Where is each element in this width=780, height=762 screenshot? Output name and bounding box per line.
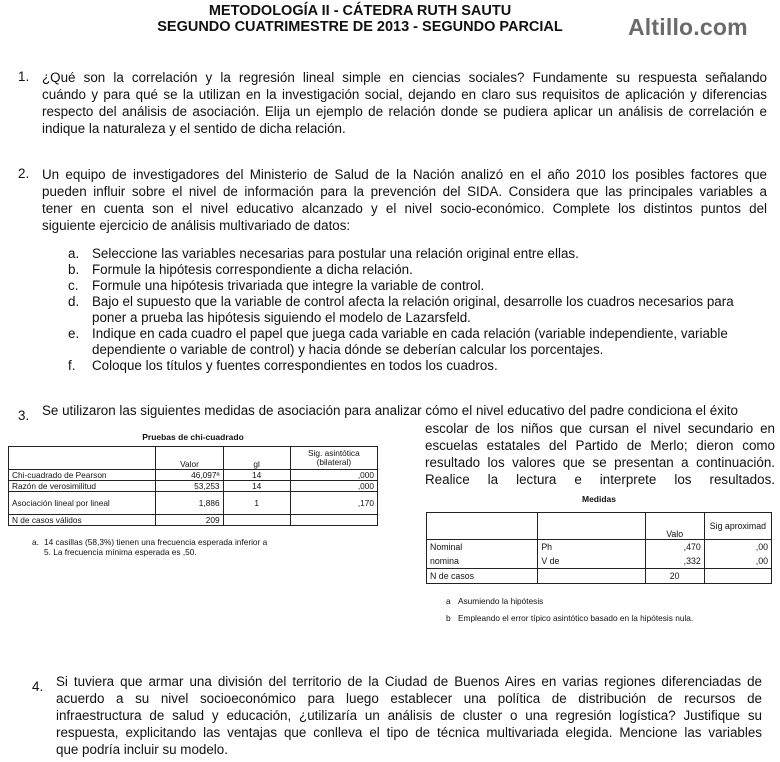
question-1-line: cuándo y para qué se la utilizan en la investigación social, dejando en claro sus requisitos de aplicación y diferencias bbox=[42, 87, 767, 102]
question-4-line: que podría incluir su modelo. bbox=[56, 742, 228, 757]
medidas-footnote-b: Empleando el error típico asintótico basado en la hipótesis nula. bbox=[458, 613, 694, 623]
question-3-number: 3. bbox=[18, 408, 30, 423]
table-cell bbox=[538, 569, 645, 584]
table-header-cell bbox=[538, 513, 645, 540]
document-title: METODOLOGÍA II - CÁTEDRA RUTH SAUTU bbox=[208, 3, 512, 19]
table-cell bbox=[290, 515, 377, 526]
table-row bbox=[427, 554, 772, 569]
question-3-right-text bbox=[425, 420, 775, 488]
item-d-line: poner a prueba las hipótesis siguiendo el modelo de Lazarsfeld. bbox=[92, 310, 471, 325]
item-b-text: Formule la hipótesis correspondiente a dicha relación. bbox=[92, 262, 413, 277]
table-header-cell: Valor bbox=[156, 447, 223, 470]
table-cell: 209 bbox=[156, 515, 223, 526]
question-3-line: escuelas estatales del Partido de Merlo; dieron como bbox=[425, 438, 775, 453]
table-cell: V de bbox=[538, 554, 645, 569]
item-c-text: Formule una hipótesis trivariada que integre la variable de control. bbox=[92, 278, 485, 293]
table-row bbox=[9, 515, 378, 526]
table-cell: 46,097ª bbox=[156, 470, 223, 481]
table-cell bbox=[704, 569, 771, 584]
item-d-line: Bajo el supuesto que la variable de control afecta la relación original, desarrolle los cuadros necesarios para bbox=[92, 294, 734, 309]
question-4-line: respuesta, explicitando las ventajas que conlleva el tipo de técnica multivariada elegida. Mencione las variables bbox=[56, 725, 762, 740]
table-cell: ,000 bbox=[290, 481, 377, 492]
question-1-line: indique la naturaleza y el sentido de dicha relación. bbox=[42, 121, 346, 136]
question-1-line: ¿Qué son la correlación y la regresión lineal simple en ciencias sociales? Fundamente su respuesta señalando bbox=[42, 70, 767, 85]
table-cell: Razón de verosimilitud bbox=[9, 481, 156, 492]
table-cell: Chi-cuadrado de Pearson bbox=[9, 470, 156, 481]
question-1-text bbox=[42, 69, 767, 137]
table-cell: ,000 bbox=[290, 470, 377, 481]
item-a-label: a. bbox=[68, 246, 80, 261]
question-1-number: 1. bbox=[18, 69, 30, 84]
question-2-line: tener en cuenta son el nivel educativo alcanzado y el nivel socio-económico. Complete los distintos puntos del bbox=[42, 201, 767, 216]
item-e-label: e. bbox=[68, 326, 80, 341]
item-b-label: b. bbox=[68, 262, 80, 277]
question-3-line: Realice la lectura e interprete los resultados. bbox=[425, 472, 775, 487]
item-f-text: Coloque los títulos y fuentes correspondientes en todos los cuadros. bbox=[92, 358, 498, 373]
table-cell: N de casos válidos bbox=[9, 515, 156, 526]
table-header-cell: Sig aproximad bbox=[704, 513, 771, 540]
question-1-line: respecto del análisis de asociación. Elija un ejemplo de relación donde se pudiera aplicar un análisis de correlación e bbox=[42, 104, 767, 119]
item-f-label: f. bbox=[68, 358, 76, 373]
altillo-logo: Altillo.com bbox=[628, 14, 748, 40]
chi-footnote-line: 5. La frecuencia mínima esperada es ,50. bbox=[44, 547, 197, 557]
question-2-line: siguiente ejercicio de análisis multivariado de datos: bbox=[42, 218, 351, 233]
table-cell: N de casos bbox=[427, 569, 538, 584]
chi-footnote-line: 14 casillas (58,3%) tienen una frecuencia esperada inferior a bbox=[44, 537, 268, 547]
table-cell: nomina bbox=[427, 554, 538, 569]
question-4-text bbox=[56, 673, 762, 758]
table-cell: Nominal bbox=[427, 540, 538, 555]
table-row bbox=[9, 470, 378, 481]
table-cell: 1 bbox=[223, 492, 290, 515]
medidas-table-title: Medidas bbox=[581, 494, 616, 504]
question-2-text bbox=[42, 166, 767, 234]
table-cell: ,332 bbox=[645, 554, 704, 569]
chi-square-table bbox=[8, 446, 378, 526]
question-3-line: escolar de los niños que cursan el nivel secundario en bbox=[425, 421, 775, 436]
item-d-text bbox=[92, 294, 772, 326]
table-row bbox=[427, 540, 772, 555]
table-header-cell: Sig. asintótica (bilateral) bbox=[290, 447, 377, 470]
item-a-text: Seleccione las variables necesarias para postular una relación original entre ellas. bbox=[92, 246, 579, 261]
table-cell: Ph bbox=[538, 540, 645, 555]
chi-table-title: Pruebas de chi-cuadrado bbox=[142, 432, 244, 442]
table-cell: Asociación lineal por lineal bbox=[9, 492, 156, 515]
medidas-footnote-a-mark: a bbox=[446, 596, 451, 606]
table-cell: ,470 bbox=[645, 540, 704, 555]
table-header-row bbox=[9, 447, 378, 470]
table-header-cell: gl bbox=[223, 447, 290, 470]
table-cell: ,00 bbox=[704, 554, 771, 569]
item-e-line: Indique en cada cuadro el papel que juega cada variable en cada relación (variable independiente, variable bbox=[92, 326, 728, 341]
table-cell: 1,886 bbox=[156, 492, 223, 515]
table-cell: ,170 bbox=[290, 492, 377, 515]
table-cell: ,00 bbox=[704, 540, 771, 555]
question-2-line: Un equipo de investigadores del Ministerio de Salud de la Nación analizó en el año 2010 los posibles factores que bbox=[42, 167, 767, 182]
question-4-line: acuerdo a su nivel socioeconómico para luego establecer una política de distribución de recursos de bbox=[56, 691, 762, 706]
table-row bbox=[427, 569, 772, 584]
chi-footnote bbox=[44, 537, 344, 557]
table-header-cell bbox=[9, 447, 156, 470]
question-3-line-1: Se utilizaron las siguientes medidas de asociación para analizar cómo el nivel educativo del padre condiciona el éxito bbox=[42, 403, 738, 418]
chi-footnote-mark: a. bbox=[32, 537, 39, 547]
medidas-footnote-a: Asumiendo la hipótesis bbox=[458, 596, 544, 606]
table-row bbox=[9, 492, 378, 515]
question-2-number: 2. bbox=[18, 166, 30, 181]
table-header-cell bbox=[427, 513, 538, 540]
item-d-label: d. bbox=[68, 294, 80, 309]
medidas-footnote-b-mark: b bbox=[446, 613, 451, 623]
table-cell: 20 bbox=[645, 569, 704, 584]
question-2-line: pueden influir sobre el nivel de información para la prevención del SIDA. Considera que las principales variables a bbox=[42, 184, 767, 199]
question-4-number: 4. bbox=[32, 679, 44, 694]
table-cell: 53,253 bbox=[156, 481, 223, 492]
item-e-text bbox=[92, 326, 772, 358]
table-cell bbox=[223, 515, 290, 526]
question-3-line: resultado los valores que se presentan a continuación. bbox=[425, 455, 775, 470]
item-e-line: dependiente o variable de control) y hacia dónde se deberían calcular los porcentajes. bbox=[92, 342, 604, 357]
question-4-line: infraestructura de salud y educación, ¿utilizaría un análisis de cluster o una regresión logística? Justifique su bbox=[56, 708, 762, 723]
table-cell: 14 bbox=[223, 481, 290, 492]
table-header-row bbox=[427, 513, 772, 540]
question-4-line: Si tuviera que armar una división del territorio de la Ciudad de Buenos Aires en varias regiones diferenciadas de bbox=[56, 674, 762, 689]
table-row bbox=[9, 481, 378, 492]
table-cell: 14 bbox=[223, 470, 290, 481]
table-header-cell: Valo bbox=[645, 513, 704, 540]
item-c-label: c. bbox=[68, 278, 79, 293]
document-subtitle: SEGUNDO CUATRIMESTRE DE 2013 - SEGUNDO PARCIAL bbox=[157, 19, 563, 35]
medidas-table bbox=[426, 512, 772, 584]
